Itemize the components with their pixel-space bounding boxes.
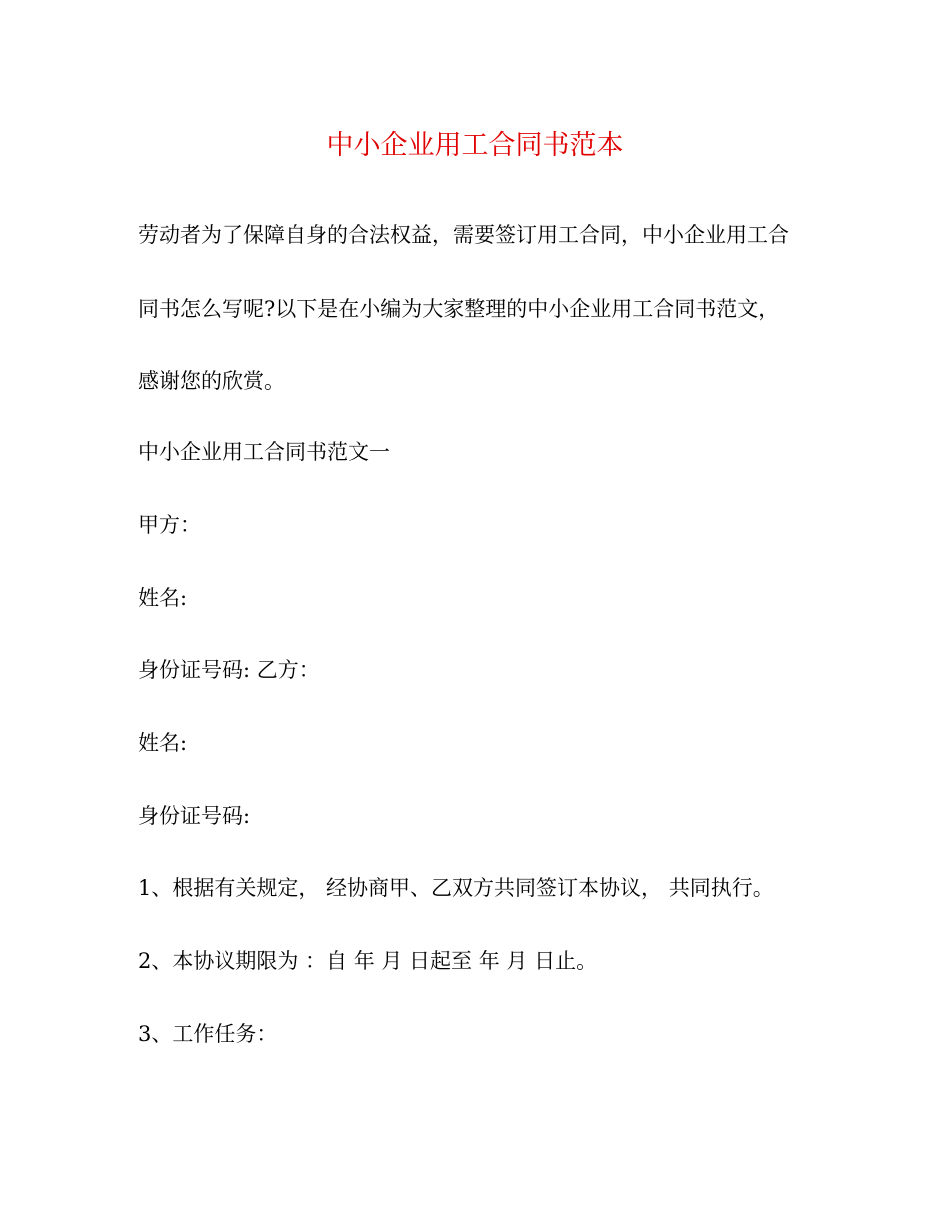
document-title: 中小企业用工合同书范本 — [326, 130, 624, 161]
party-a-name-label: 姓名: — [138, 586, 188, 610]
intro-line-3: 感谢您的欣赏。 — [138, 369, 285, 393]
party-a-label: 甲方： — [138, 513, 201, 537]
party-b-name-label: 姓名: — [138, 731, 188, 755]
clause-3: 3、工作任务： — [138, 1022, 278, 1046]
clause-2: 2、本协议期限为 ：自 年 月 日起至 年 月 日止。 — [138, 949, 598, 973]
party-b-id-label: 身份证号码: — [138, 804, 251, 828]
clause-1: 1、根据有关规定， 经协商甲、乙双方共同签订本协议， 共同执行。 — [138, 876, 774, 900]
party-a-id-and-party-b-label: 身份证号码: 乙方： — [138, 658, 320, 682]
intro-line-1: 劳动者为了保障自身的合法权益，需要签订用工合同，中小企业用工合 — [138, 223, 789, 247]
intro-line-2: 同书怎么写呢?以下是在小编为大家整理的中小企业用工合同书范文， — [138, 297, 780, 321]
section-heading: 中小企业用工合同书范文一 — [138, 440, 390, 464]
